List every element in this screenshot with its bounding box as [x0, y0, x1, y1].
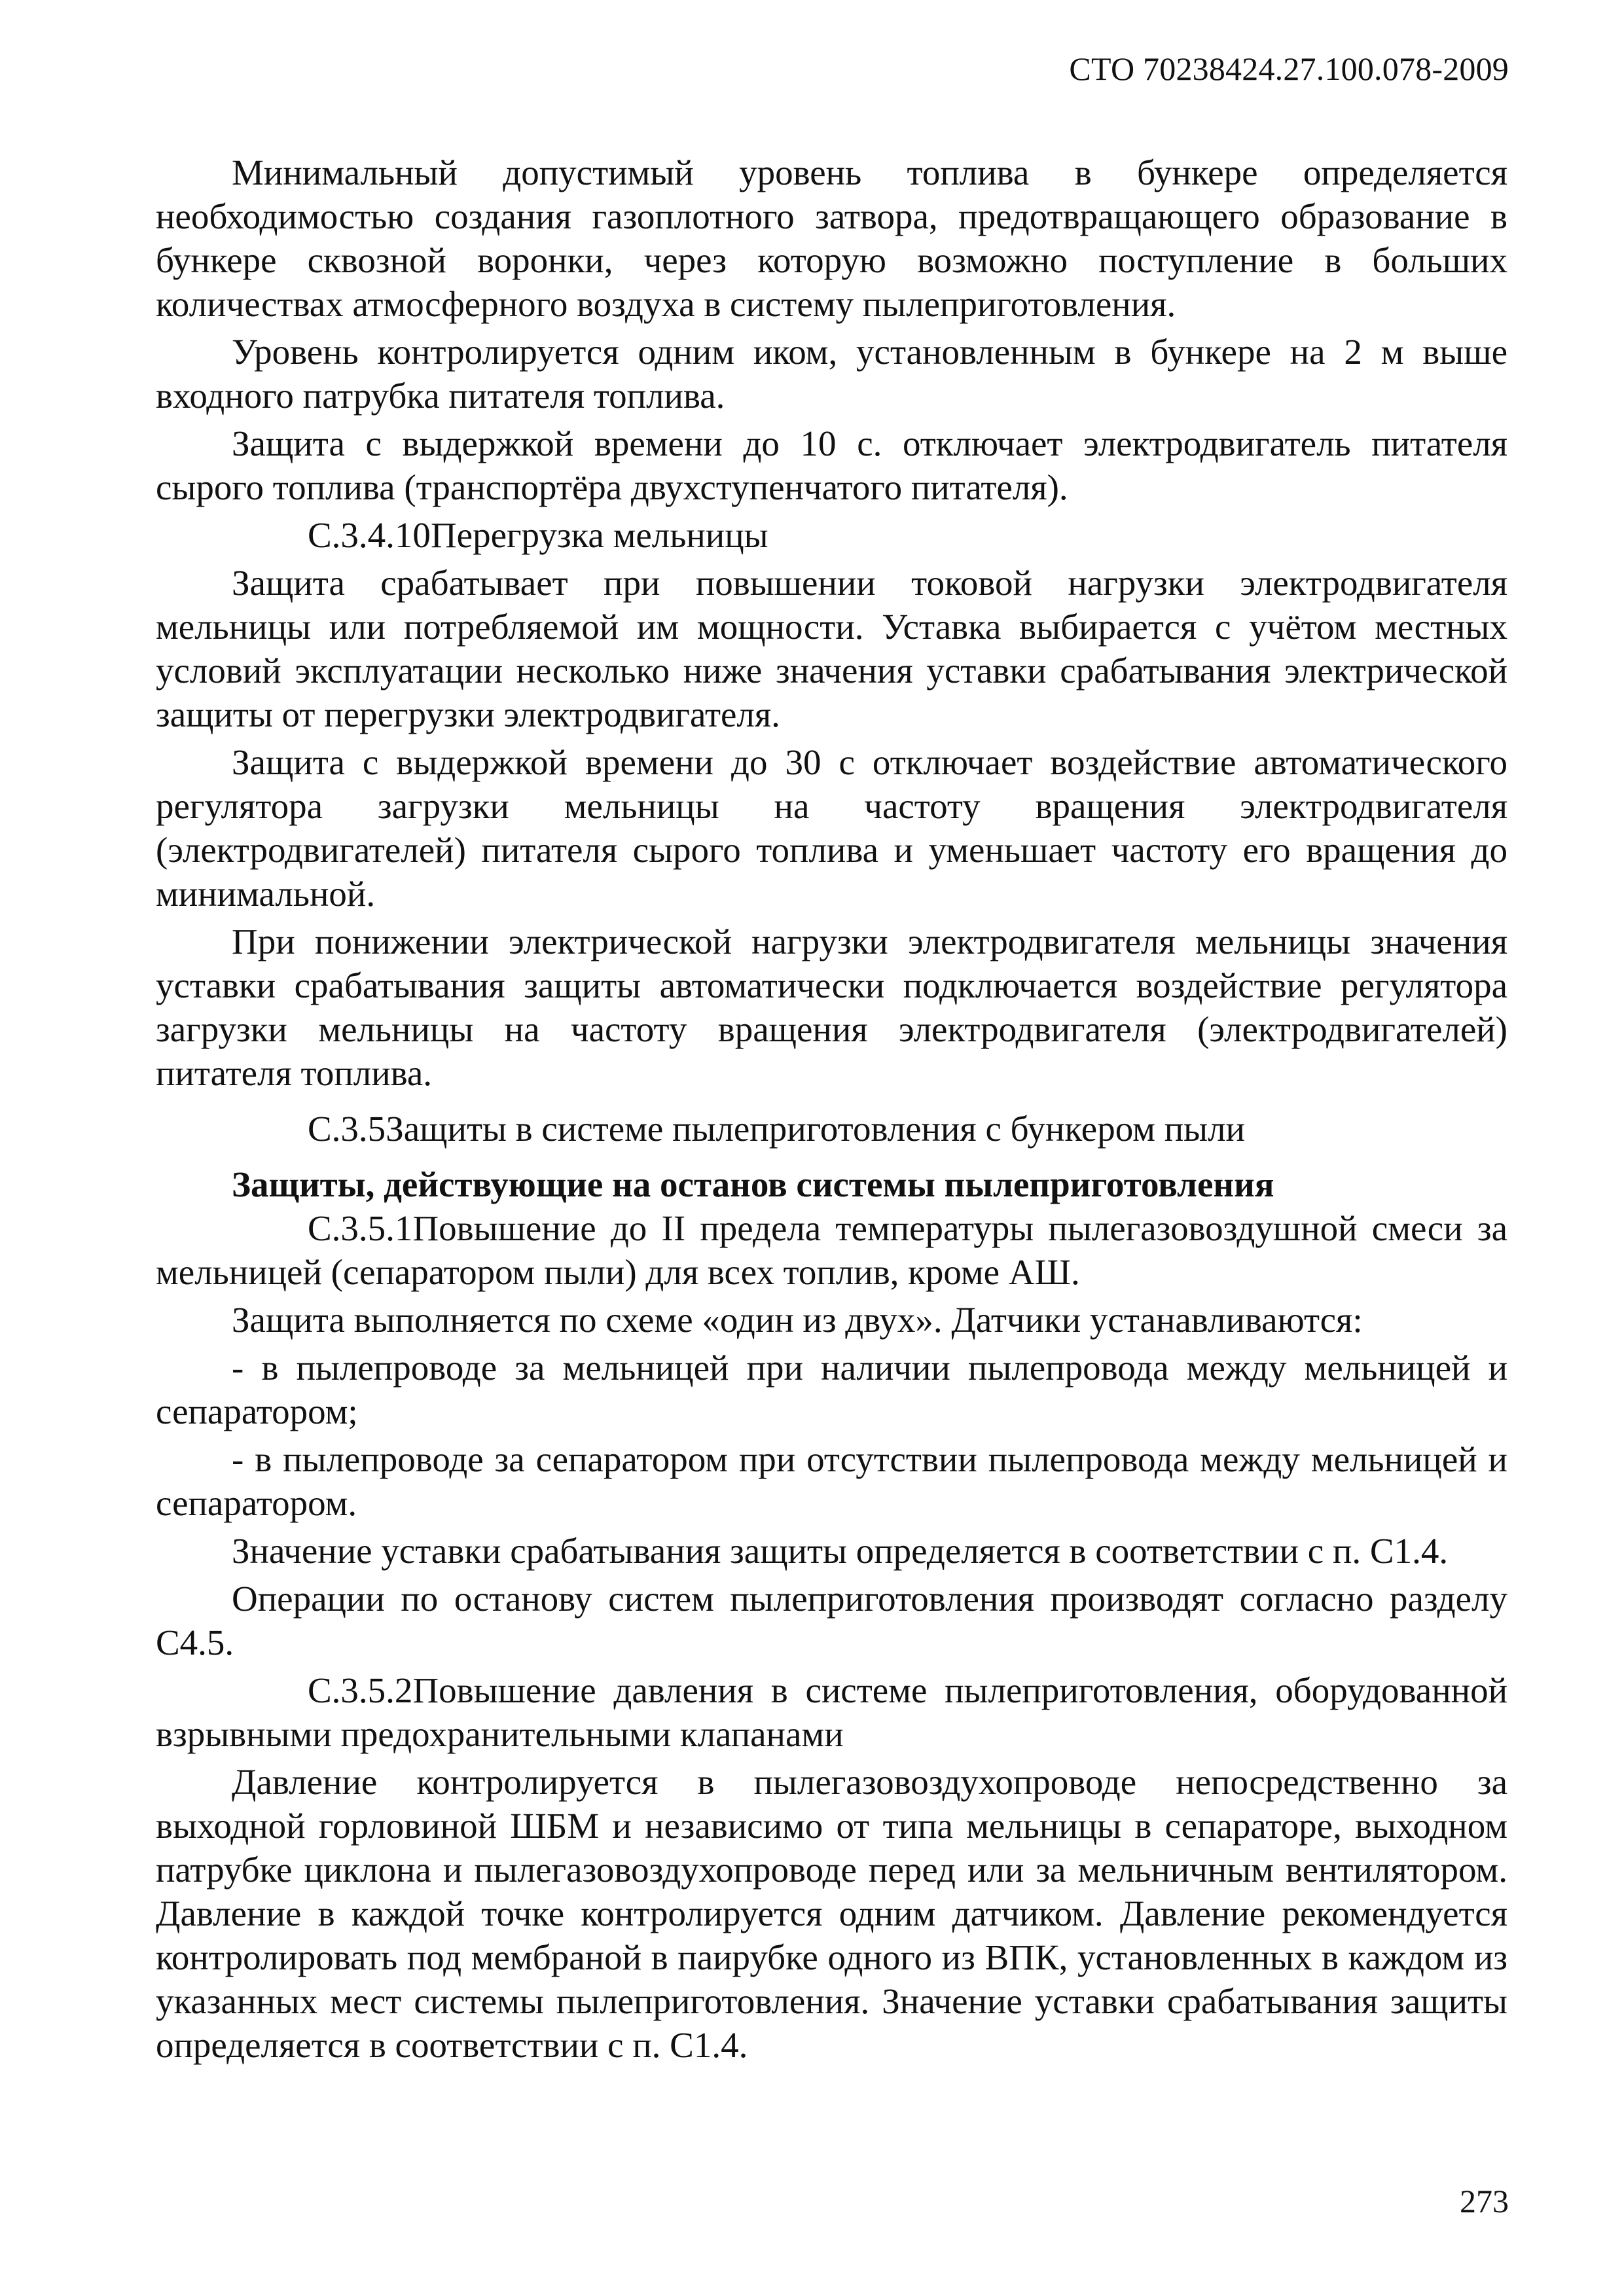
section-number: С.3.5.2 [308, 1670, 413, 1710]
paragraph-overload-trigger: Защита срабатывает при повышении токовой нагрузки электродвигателя мельницы или потребляемой им мощности. Уставка выбирается с учётом местных условий эксплуатации несколько ниже значения уставки срабатывания электрической защиты от перегрузки электродвигателя. [156, 563, 1507, 734]
paragraph-shutdown-operations: Операции по останову систем пылеприготовления производят согласно разделу С4.5. [156, 1579, 1507, 1662]
paragraph-min-fuel-level: Минимальный допустимый уровень топлива в бункере определяется необходимостью создания газоплотного затвора, предотвращающего образование в бункере сквозной воронки, через которую возможно поступление в больших количествах атмосферного воздуха в систему пылеприготовления. [156, 152, 1507, 324]
section-number: С.3.4.10 [308, 515, 431, 555]
document-body [156, 151, 1507, 2067]
paragraph-one-of-two-scheme: Защита выполняется по схеме «один из двух». Датчики устанавливаются: [232, 1300, 1363, 1340]
paragraph-time-delay-protection: Защита с выдержкой времени до 10 с. отключает электродвигатель питателя сырого топлива (транспортёра двухступенчатого питателя). [156, 423, 1507, 507]
document-code-header: СТО 70238424.27.100.078-2009 [1069, 50, 1509, 87]
bold-subheading-shutdown-protections: Защиты, действующие на останов системы пылеприготовления [232, 1164, 1274, 1204]
paragraph-setpoint-reference: Значение уставки срабатывания защиты определяется в соответствии с п. С1.4. [232, 1531, 1449, 1571]
paragraph-load-decrease: При понижении электрической нагрузки электродвигателя мельницы значения уставки срабатывания защиты автоматически подключается воздействие регулятора загрузки мельницы на частоту вращения электродвигателя (электродвигателей) питателя топлива. [156, 922, 1507, 1093]
section-heading-dust-bunker [156, 1107, 1507, 1151]
paragraph-level-control: Уровень контролируется одним иком, установленным в бункере на 2 м выше входного патрубка питателя топлива. [156, 332, 1507, 416]
section-number: С.3.5.1 [308, 1208, 413, 1248]
page-number: 273 [1460, 2183, 1509, 2219]
paragraph-pressure-control: Давление контролируется в пылегазовоздухопроводе непосредственно за выходной горловиной ШБМ и независимо от типа мельницы в сепараторе, выходном патрубке циклона и пылегазовоздухопроводе перед или за мельничным вентилятором. Давление в каждой точке контролируется одним датчиком. Давление рекомендуется контролировать под мембраной в паирубке одного из ВПК, установленных в каждом из указанных мест системы пылеприготовления. Значение уставки срабатывания защиты определяется в соответствии с п. С1.4. [156, 1762, 1507, 2065]
section-text: Повышение давления в системе пылеприготовления, оборудованной взрывными предохранительными клапанами [156, 1670, 1507, 1754]
list-item-sensor-after-mill: - в пылепроводе за мельницей при наличии пылепровода между мельницей и сепаратором; [156, 1348, 1507, 1431]
section-title: Перегрузка мельницы [430, 515, 768, 555]
paragraph-overload-action: Защита с выдержкой времени до 30 с отключает воздействие автоматического регулятора загрузки мельницы на частоту вращения электродвигателя (электродвигателей) питателя сырого топлива и уменьшает частоту его вращения до минимальной. [156, 742, 1507, 914]
section-heading-temperature-limit [156, 1206, 1507, 1294]
list-item-sensor-after-separator: - в пылепроводе за сепаратором при отсутствии пылепровода между мельницей и сепаратором. [156, 1439, 1507, 1523]
section-text: Повышение до II предела температуры пылегазовоздушной смеси за мельницей (сепаратором пыли) для всех топлив, кроме АШ. [156, 1208, 1507, 1292]
section-title: Защиты в системе пылеприготовления с бункером пыли [386, 1109, 1245, 1149]
section-heading-pressure-increase [156, 1668, 1507, 1756]
section-number: С.3.5 [308, 1109, 386, 1149]
section-heading-mill-overload [156, 513, 1507, 557]
